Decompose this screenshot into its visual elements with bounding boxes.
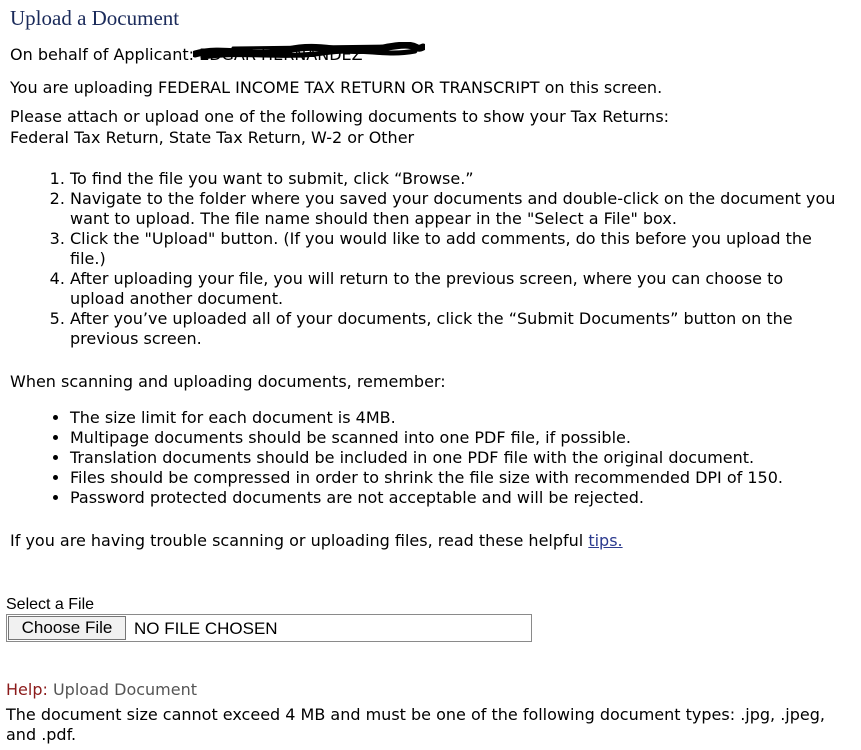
rule-item: • Translation documents should be included in one PDF file with the original document. <box>70 448 783 468</box>
redaction-scribble <box>193 42 425 64</box>
file-status: NO FILE CHOSEN <box>134 619 278 638</box>
help-title: Upload Document <box>52 680 198 699</box>
choose-file-button[interactable]: Choose File <box>8 616 126 640</box>
file-input[interactable] <box>6 614 532 642</box>
applicant-name: EDGAR HERNANDEZ <box>199 45 363 64</box>
rule-item: • The size limit for each document is 4MB. <box>70 408 783 428</box>
help-heading <box>6 680 197 699</box>
attach-line-2: Federal Tax Return, State Tax Return, W-2 or Other <box>10 128 415 147</box>
help-label: Help: <box>6 680 48 699</box>
uploading-notice: You are uploading FEDERAL INCOME TAX RETURN OR TRANSCRIPT on this screen. <box>10 78 663 97</box>
tips-link[interactable]: tips. <box>588 531 623 550</box>
step-item: 4. After uploading your file, you will return to the previous screen, where you can choose to upload another document. <box>70 269 840 309</box>
remember-intro: When scanning and uploading documents, remember: <box>10 372 446 391</box>
step-item: 1. To find the file you want to submit, click “Browse.” <box>70 169 840 189</box>
step-item: 5. After you’ve uploaded all of your documents, click the “Submit Documents” button on the previous screen. <box>70 309 840 349</box>
upload-steps-list <box>10 169 840 349</box>
scanning-rules-list <box>10 408 783 508</box>
attach-instructions <box>10 106 669 148</box>
step-item: 3. Click the "Upload" button. (If you would like to add comments, do this before you upload the file.) <box>70 229 840 269</box>
behalf-prefix: On behalf of Applicant: <box>10 45 200 64</box>
trouble-text: If you are having trouble scanning or uploading files, read these helpful <box>10 531 589 550</box>
applicant-name-wrap <box>199 45 363 64</box>
rule-item: • Multipage documents should be scanned into one PDF file, if possible. <box>70 428 783 448</box>
behalf-line <box>10 45 363 64</box>
trouble-line <box>10 531 623 550</box>
rule-item: • Files should be compressed in order to shrink the file size with recommended DPI of 150. <box>70 468 783 488</box>
select-file-label: Select a File <box>6 596 95 613</box>
help-text: The document size cannot exceed 4 MB and must be one of the following document types: .jpg, .jpeg, and .pdf. <box>6 705 825 744</box>
attach-line-1: Please attach or upload one of the following documents to show your Tax Returns: <box>10 107 670 126</box>
step-item: 2. Navigate to the folder where you saved your documents and double-click on the document you want to upload. The file name should then appear in the "Select a File" box. <box>70 189 840 229</box>
rule-item: • Password protected documents are not acceptable and will be rejected. <box>70 488 783 508</box>
page-title: Upload a Document <box>10 6 180 30</box>
